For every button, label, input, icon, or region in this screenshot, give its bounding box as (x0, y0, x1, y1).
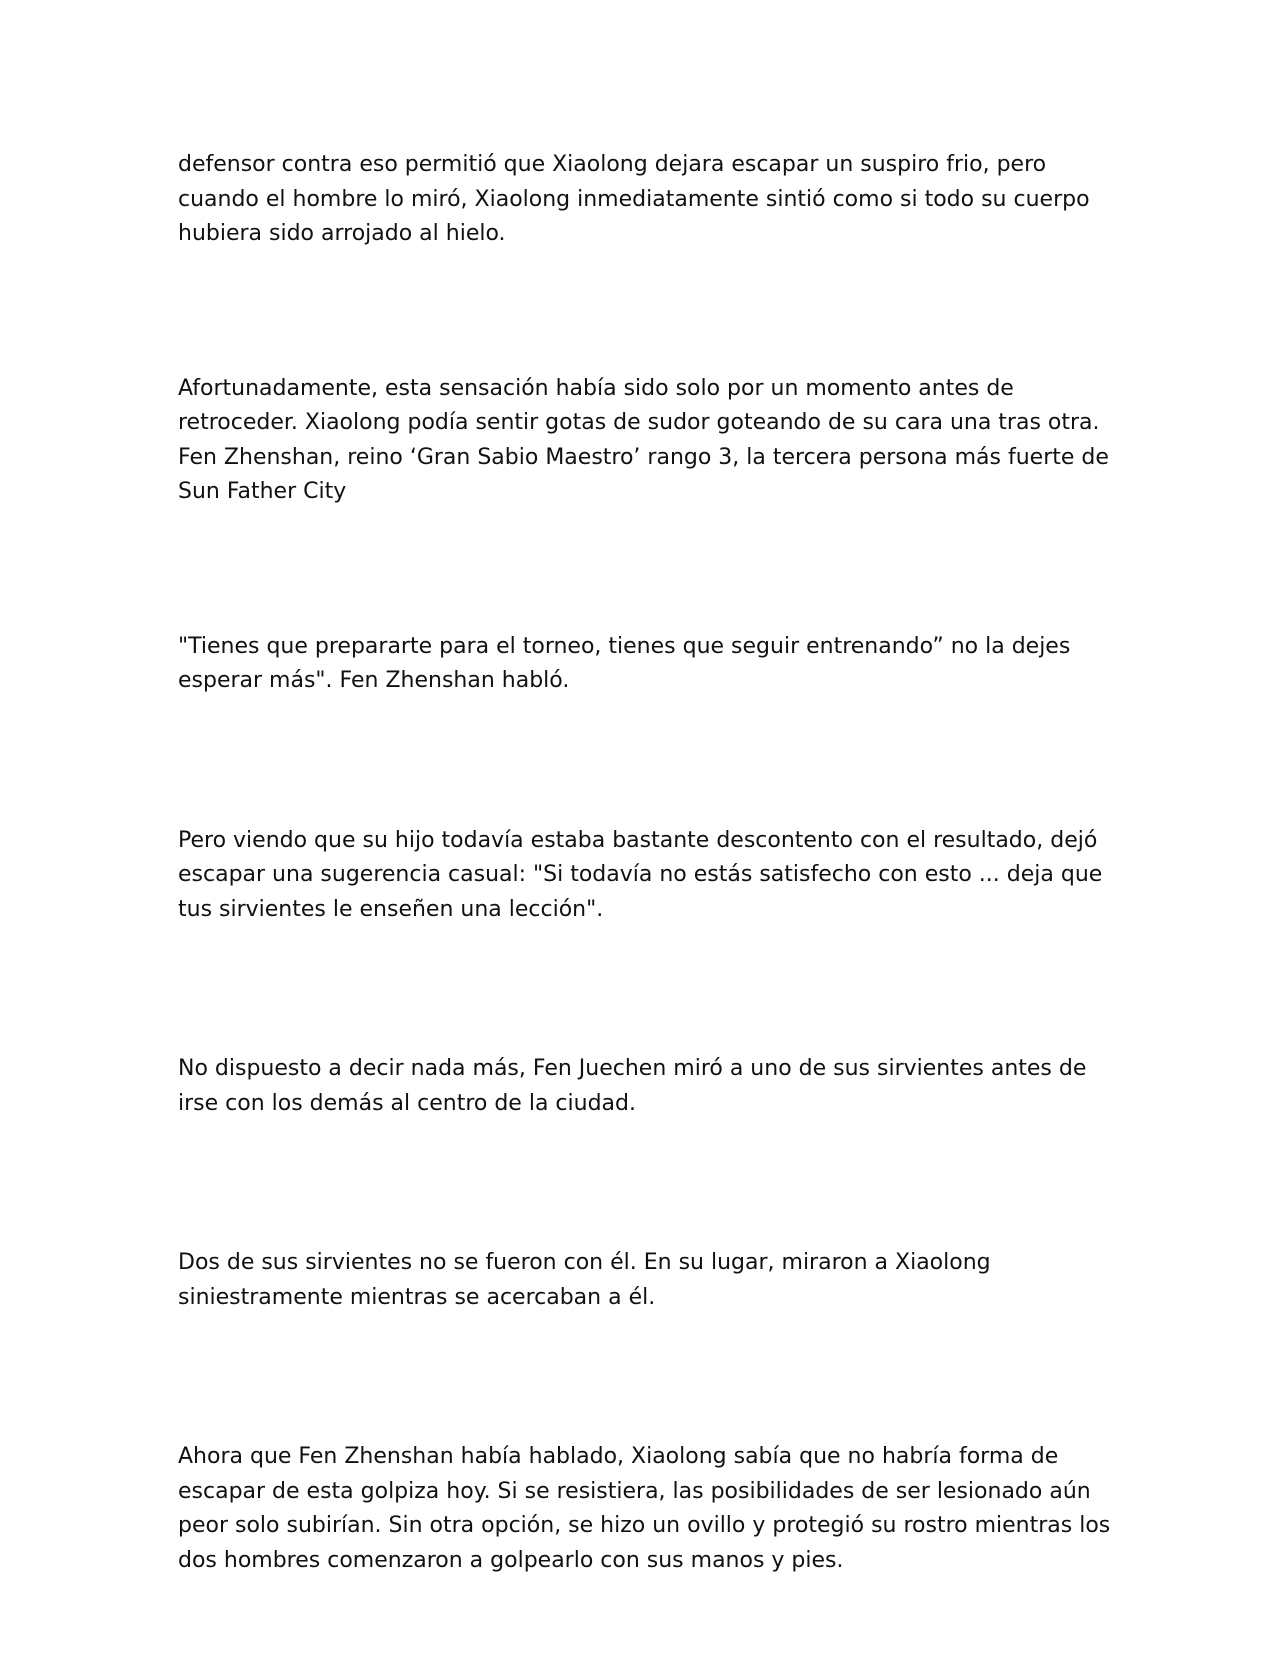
paragraph: defensor contra eso permitió que Xiaolong dejara escapar un suspiro frio, pero cuando el hombre lo miró, Xiaolong inmediatamente sintió como si todo su cuerpo hubiera sido arrojado al hielo. (178, 152, 1090, 246)
paragraph: Dos de sus sirvientes no se fueron con él. En su lugar, miraron a Xiaolong siniestramente mientras se acercaban a él. (178, 1250, 991, 1310)
paragraph: Pero viendo que su hijo todavía estaba bastante descontento con el resultado, dejó escapar una sugerencia casual: "Si todavía no estás satisfecho con esto ... deja que tus sirvientes le enseñen una lección". (178, 827, 1103, 922)
paragraph-gap (178, 1315, 1118, 1440)
paragraph: "Tienes que prepararte para el torneo, tienes que seguir entrenando” no la dejes esperar más". Fen Zhenshan habló. (178, 633, 1071, 693)
paragraph: No dispuesto a decir nada más, Fen Juechen miró a uno de sus sirvientes antes de irse con los demás al centro de la ciudad. (178, 1056, 1087, 1116)
paragraph-gap (178, 927, 1118, 1052)
paragraph-gap (178, 699, 1118, 824)
document-body (178, 148, 1118, 1578)
paragraph: Afortunadamente, esta sensación había sido solo por un momento antes de retroceder. Xiaolong podía sentir gotas de sudor goteando de su cara una tras otra. Fen Zhenshan, reino ‘Gran Sabio Maestro’ rango 3, la tercera persona más fuerte de Sun Father City (178, 375, 1109, 504)
paragraph: Ahora que Fen Zhenshan había hablado, Xiaolong sabía que no habría forma de escapar de esta golpiza hoy. Si se resistiera, las posibilidades de ser lesionado aún peor solo subirían. Sin otra opción, se hizo un ovillo y protegió su rostro mientras los dos hombres comenzaron a golpearlo con sus manos y pies. (178, 1444, 1111, 1573)
paragraph-gap (178, 510, 1118, 630)
paragraph-gap (178, 252, 1118, 372)
paragraph-gap (178, 1121, 1118, 1246)
